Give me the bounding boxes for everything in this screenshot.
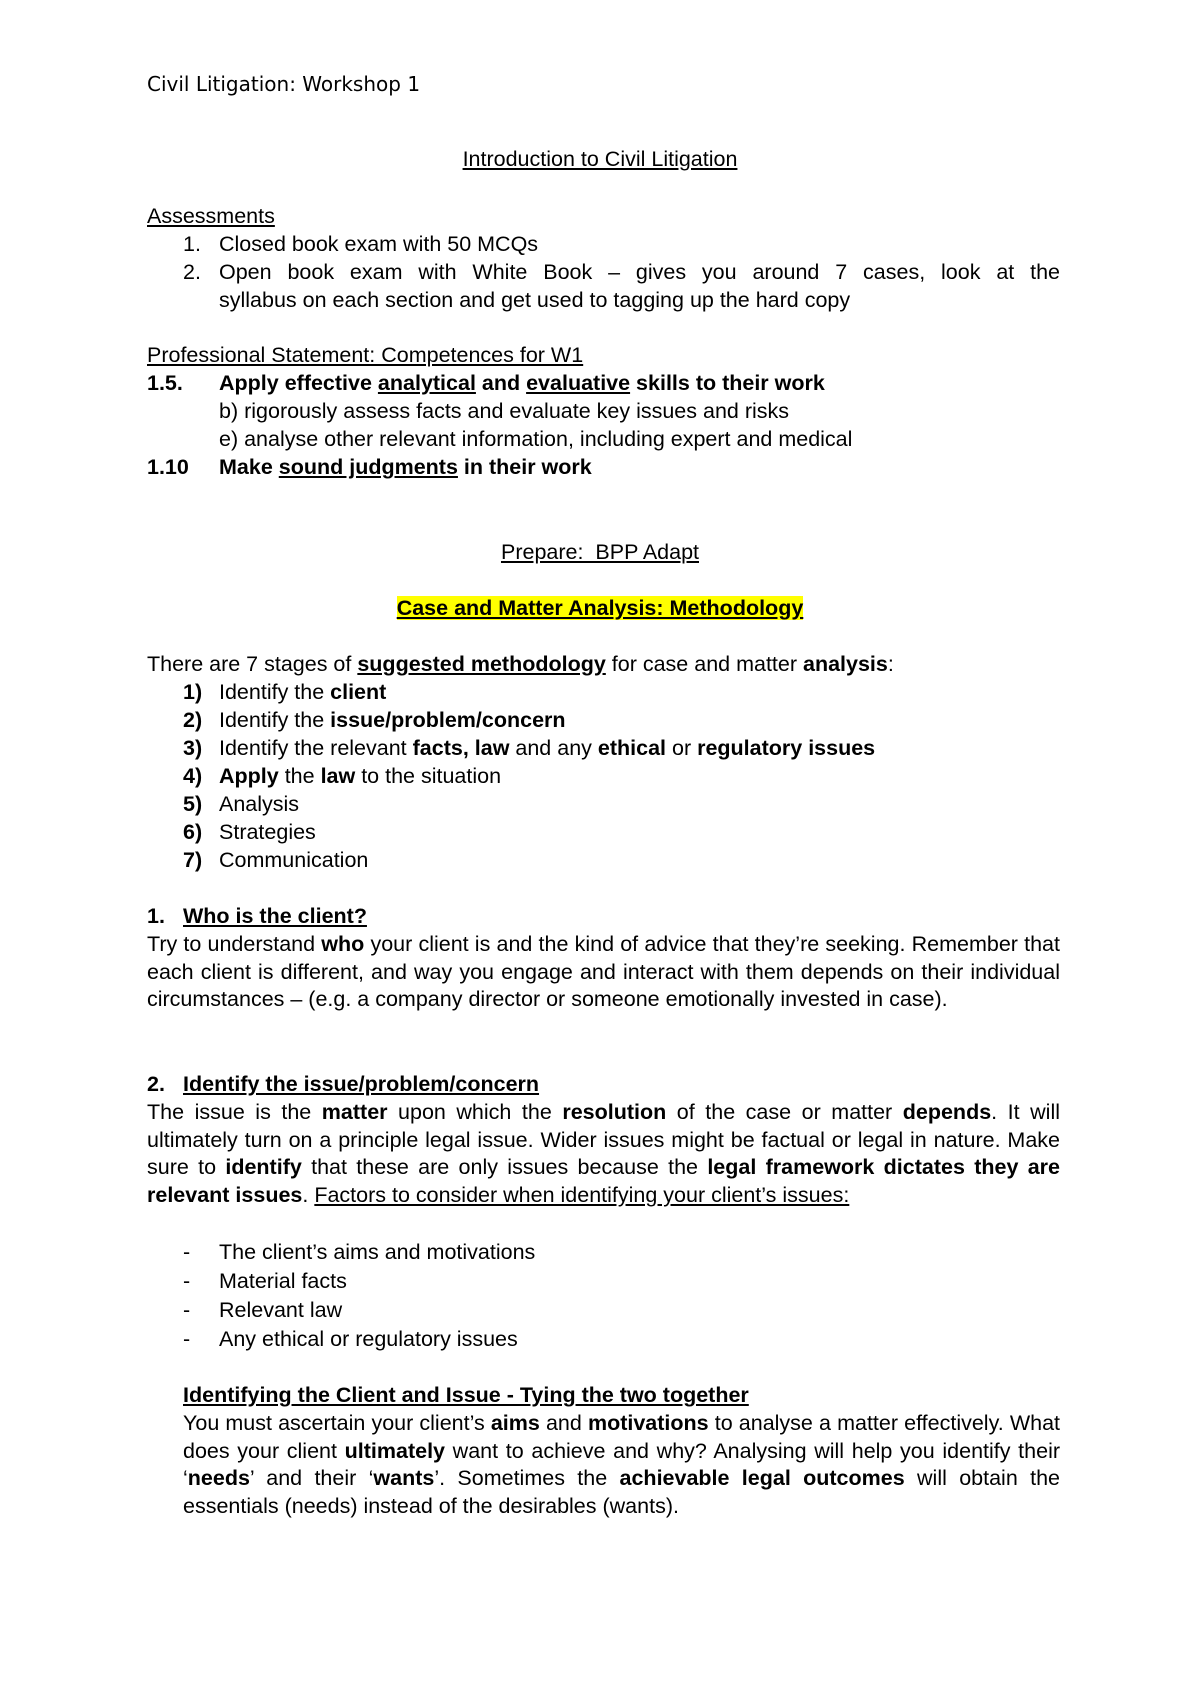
assessment-item: Closed book exam with 50 MCQs — [219, 232, 539, 256]
stage-item: Communication — [219, 848, 369, 872]
competence-1-10: Make sound judgments in their work — [219, 455, 592, 479]
bullet-dash: - — [183, 1327, 191, 1351]
section-number: 1. — [147, 904, 165, 928]
prepare-line: Prepare: BPP Adapt — [500, 540, 699, 564]
stage-number: 1) — [183, 680, 203, 704]
bullet-dash: - — [183, 1298, 191, 1322]
competence-number: 1.10 — [147, 455, 189, 479]
stage-number: 6) — [183, 820, 203, 844]
stages-intro: There are 7 stages of suggested methodology for case and matter analysis: — [147, 652, 894, 676]
bullet-item: The client’s aims and motivations — [219, 1240, 536, 1264]
stage-item: Strategies — [219, 820, 316, 844]
stage-number: 4) — [183, 764, 203, 788]
bullet-dash: - — [183, 1269, 191, 1293]
competence-number: 1.5. — [147, 371, 183, 395]
stage-number: 2) — [183, 708, 203, 732]
stage-item: Analysis — [219, 792, 300, 816]
subsection-heading: Identifying the Client and Issue - Tying the two together — [183, 1383, 749, 1407]
section-number: 2. — [147, 1072, 165, 1096]
bullet-item: Relevant law — [219, 1298, 343, 1322]
section-heading: Identify the issue/problem/concern — [183, 1072, 540, 1096]
assessment-item-line2: syllabus on each section and get used to tagging up the hard copy — [219, 288, 851, 312]
stage-item: Apply the law to the situation — [219, 764, 502, 788]
bullet-item: Material facts — [219, 1269, 347, 1293]
methodology-heading: Case and Matter Analysis: Methodology — [396, 596, 804, 620]
competence-sub-e: e) analyse other relevant information, including expert and medical — [219, 427, 853, 451]
bullet-dash: - — [183, 1240, 191, 1264]
stage-item: Identify the client — [219, 680, 387, 704]
list-number: 1. — [183, 232, 201, 256]
stage-number: 3) — [183, 736, 203, 760]
subsection-paragraph: You must ascertain your client’s aims and motivations to analyse a matter effectively. What does your client ultimately want to achieve and why? Analysing will help you identify their ‘needs’ and their ‘wants’. Sometimes the achievable legal outcomes will obtain the essentials (needs) instead of the desirables (wants). — [183, 1411, 1061, 1518]
competence-sub-b: b) rigorously assess facts and evaluate key issues and risks — [219, 399, 790, 423]
stage-number: 5) — [183, 792, 203, 816]
competence-1-5: Apply effective analytical and evaluative skills to their work — [219, 371, 825, 395]
competences-heading: Professional Statement: Competences for W1 — [147, 343, 584, 367]
stage-number: 7) — [183, 848, 203, 872]
section-paragraph: The issue is the matter upon which the resolution of the case or matter depends. It will ultimately turn on a principle legal issue. Wider issues might be factual or legal in nature. Make sure to identify that these are only issues because the legal framework dictates they are relevant issues. Factors to consider when identifying your client’s issues: — [147, 1100, 1060, 1207]
intro-title: Introduction to Civil Litigation — [462, 147, 738, 171]
assessments-heading: Assessments — [147, 204, 275, 228]
list-number: 2. — [183, 260, 201, 284]
assessment-item-line1: Open book exam with White Book – gives you around 7 cases, look at the — [219, 260, 1060, 284]
document-header: Civil Litigation: Workshop 1 — [147, 72, 421, 96]
section-paragraph: Try to understand who your client is and the kind of advice that they’re seeking. Remember that each client is different, and way you engage and interact with them depends on their individual circumstances – (e.g. a company director or someone emotionally invested in case). — [147, 932, 1060, 1012]
stage-item: Identify the relevant facts, law and any ethical or regulatory issues — [219, 736, 876, 760]
stage-item: Identify the issue/problem/concern — [219, 708, 566, 732]
bullet-item: Any ethical or regulatory issues — [219, 1327, 518, 1351]
section-heading: Who is the client? — [183, 904, 367, 928]
